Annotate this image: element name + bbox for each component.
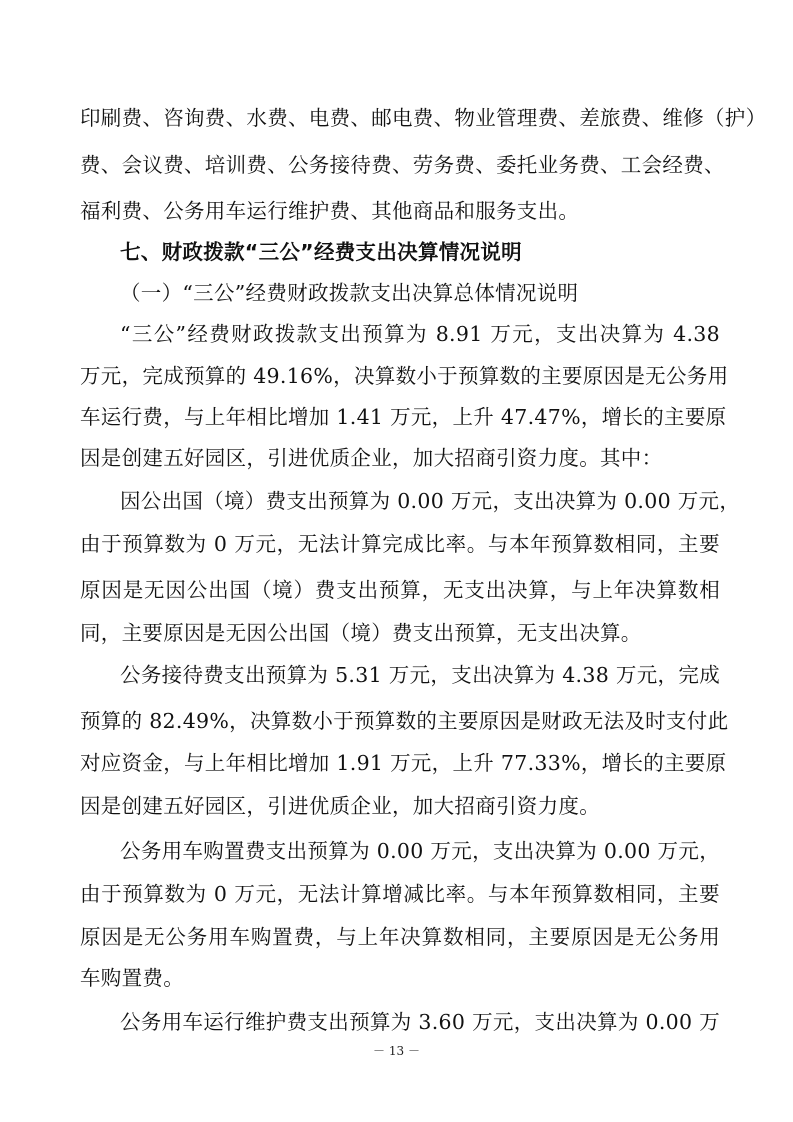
paragraph-line: 费、会议费、培训费、公务接待费、劳务费、委托业务费、工会经费、 <box>80 153 725 177</box>
paragraph-line: 因是创建五好园区，引进优质企业，加大招商引资力度。 <box>80 794 600 818</box>
paragraph-line: 福利费、公务用车运行维护费、其他商品和服务支出。 <box>80 199 580 223</box>
paragraph-line: 车购置费。 <box>80 966 184 990</box>
paragraph-line: 原因是无公务用车购置费，与上年决算数相同，主要原因是无公务用 <box>80 925 720 949</box>
paragraph-line: 对应资金，与上年相比增加 1.91 万元，上升 77.33%，增长的主要原 <box>80 751 727 775</box>
section-heading: 七、财政拨款“三公”经费支出决算情况说明 <box>120 240 522 264</box>
paragraph-line: 万元，完成预算的 49.16%，决算数小于预算数的主要原因是无公务用 <box>80 364 729 388</box>
paragraph-line: 车运行费，与上年相比增加 1.41 万元，上升 47.47%，增长的主要原 <box>80 405 727 429</box>
paragraph-line: 由于预算数为 0 万元，无法计算增减比率。与本年预算数相同，主要 <box>80 882 720 906</box>
paragraph-line: 公务用车运行维护费支出预算为 3.60 万元，支出决算为 0.00 万 <box>120 1010 720 1034</box>
paragraph-line: 原因是无因公出国（境）费支出预算，无支出决算，与上年决算数相 <box>80 578 720 602</box>
paragraph-line: 公务用车购置费支出预算为 0.00 万元，支出决算为 0.00 万元， <box>120 839 720 863</box>
paragraph-line: 同，主要原因是无因公出国（境）费支出预算，无支出决算。 <box>80 621 642 645</box>
paragraph-line: “三公”经费财政拨款支出预算为 8.91 万元，支出决算为 4.38 <box>120 322 720 346</box>
page-number: － 13 － <box>373 1044 420 1058</box>
paragraph-line: 印刷费、咨询费、水费、电费、邮电费、物业管理费、差旅费、维修（护） <box>80 106 767 130</box>
paragraph-line: 因是创建五好园区，引进优质企业，加大招商引资力度。其中： <box>80 446 663 470</box>
paragraph-line: 预算的 82.49%，决算数小于预算数的主要原因是财政无法及时支付此 <box>80 709 729 733</box>
paragraph-line: 因公出国（境）费支出预算为 0.00 万元，支出决算为 0.00 万元， <box>120 489 741 513</box>
paragraph-line: 由于预算数为 0 万元，无法计算完成比率。与本年预算数相同，主要 <box>80 532 720 556</box>
paragraph-line: 公务接待费支出预算为 5.31 万元，支出决算为 4.38 万元，完成 <box>120 663 720 687</box>
subsection-heading: （一）“三公”经费财政拨款支出决算总体情况说明 <box>120 281 579 305</box>
